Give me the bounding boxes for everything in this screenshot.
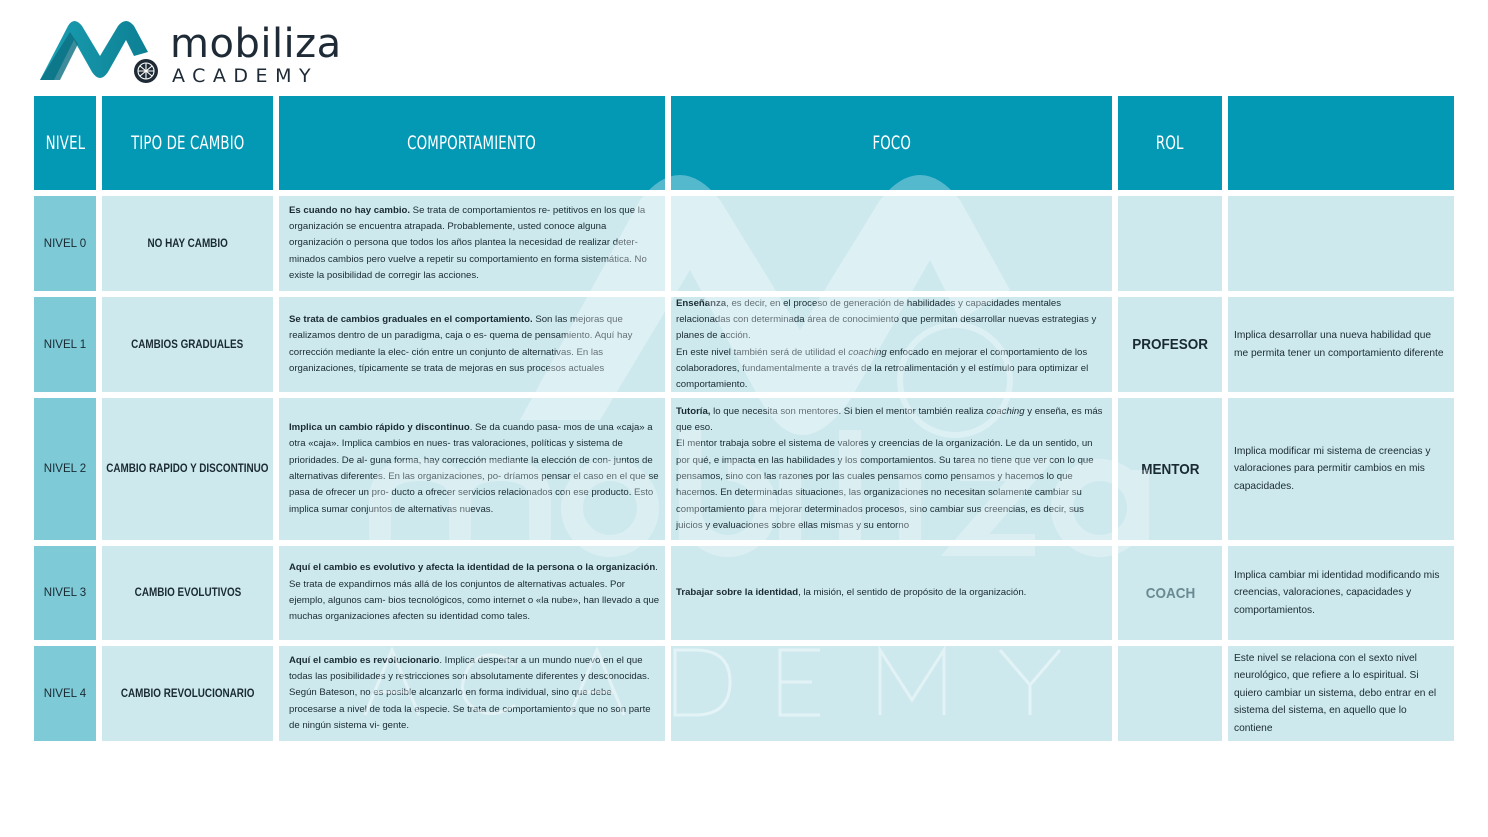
- row-comportamiento: Aquí el cambio es evolutivo y afecta la identidad de la persona o la organización. Se trata de expandirnos más allá de los conjuntos de alternativas actuales. Por ejemplo, algunos cam- bios tecnológicos, como internet o «la nube», han llevado a que muchas organizaciones afecten su identidad como tales.: [279, 546, 665, 640]
- row-extra: Implica modificar mi sistema de creencias y valoraciones para permitir cambios en mis capacidades.: [1228, 398, 1454, 540]
- row-tipo: CAMBIO RAPIDO Y DISCONTINUO: [102, 398, 273, 540]
- header-comportamiento: COMPORTAMIENTO: [279, 96, 665, 190]
- brand-subtitle: ACADEMY: [172, 65, 319, 87]
- row-nivel: NIVEL 4: [34, 646, 96, 741]
- row-foco: Tutoría, lo que necesita son mentores. Si bien el mentor también realiza coaching y enseña, es más que eso. El mentor trabaja sobre el sistema de valores y creencias de la organización. Le da un sentido, un por qué, e impacta en las habilidades y los comportamientos. Su tarea no tiene que ver con lo que pensamos, sino con las razones por las cuales pensamos como pensamos y hacemos lo que hacemos. En determinadas situaciones, las organizaciones no necesitan solamente cambiar su comportamiento para mejorar determinados procesos, sino cambiar sus creencias, es decir, sus juicios y evaluaciones sobre ellas mismas y su entorno: [671, 398, 1112, 540]
- row-rol: COACH: [1118, 546, 1222, 640]
- row-extra: Este nivel se relaciona con el sexto nivel neurológico, que refiere a lo espiritual. Si quiero cambiar un sistema, debo entrar en el sistema del sistema, en aquello que lo contiene: [1228, 646, 1454, 741]
- row-foco: [671, 196, 1112, 291]
- row-tipo: NO HAY CAMBIO: [102, 196, 273, 291]
- row-comportamiento: Se trata de cambios graduales en el comportamiento. Son las mejoras que realizamos dentro de un paradigma, caja o es- quema de pensamiento. Aquí hay corrección mediante la elec- ción entre un conjunto de alternativas. En las organizaciones, típicamente se trata de mejoras en sus procesos actuales: [279, 297, 665, 392]
- row-extra: Implica desarrollar una nueva habilidad que me permita tener un comportamiento diferente: [1228, 297, 1454, 392]
- row-nivel: NIVEL 2: [34, 398, 96, 540]
- brand-name: mobiliza: [170, 21, 342, 67]
- row-extra: [1228, 196, 1454, 291]
- header-nivel: NIVEL: [34, 96, 96, 190]
- header-rol: ROL: [1118, 96, 1222, 190]
- row-rol: [1118, 646, 1222, 741]
- row-nivel: NIVEL 0: [34, 196, 96, 291]
- row-foco: Enseñanza, es decir, en el proceso de generación de habilidades y capacidades mentales relacionadas con determinada área de conocimiento que permitan desarrollar nuevas estrategias y planes de acción. En este nivel también será de utilidad el coaching enfocado en mejorar el comportamiento de los colaboradores, fundamentalmente a través de la retroalimentación y el estímulo para optimizar el comportamiento.: [671, 297, 1112, 392]
- header-extra: [1228, 96, 1454, 190]
- brand-logo: [38, 18, 378, 88]
- row-foco: [671, 646, 1112, 741]
- row-nivel: NIVEL 1: [34, 297, 96, 392]
- mobiliza-logo-icon: [38, 18, 163, 86]
- row-nivel: NIVEL 3: [34, 546, 96, 640]
- row-rol: PROFESOR: [1118, 297, 1222, 392]
- row-tipo: CAMBIO EVOLUTIVOS: [102, 546, 273, 640]
- header-tipo-de-cambio: TIPO DE CAMBIO: [102, 96, 273, 190]
- row-rol: [1118, 196, 1222, 291]
- row-comportamiento: Aquí el cambio es revolucionario. Implica despertar a un mundo nuevo en el que todas las posibilidades y restricciones son absolutamente diferentes y desconocidas. Según Bateson, no es posible alcanzarlo en forma individual, sino que debe procesarse a nivel de toda la especie. Se trata de comportamientos que no son parte de ningún sistema vi- gente.: [279, 646, 665, 741]
- row-comportamiento: Es cuando no hay cambio. Se trata de comportamientos re- petitivos en los que la organización se encuentra atrapada. Probablemente, usted conoce alguna organización o persona que todos los años plantea la necesidad de realizar deter- minados cambios pero vuelve a repetir su comportamiento en forma sistemática. No existe la posibilidad de corregir las acciones.: [279, 196, 665, 291]
- header-foco: FOCO: [671, 96, 1112, 190]
- row-comportamiento: Implica un cambio rápido y discontinuo. Se da cuando pasa- mos de una «caja» a otra «caja». Implica cambios en nues- tras valoraciones, políticas y sistema de prioridades. De al- guna forma, hay corrección mediante la elección de con- juntos de alternativas diferentes. En las organizaciones, po- dríamos pensar el caso en el que se pasa de ofrecer un pro- ducto a ofrecer servicios relacionados con ese producto. Esto implica sumar conjuntos de alternativas nuevas.: [279, 398, 665, 540]
- row-rol: MENTOR: [1118, 398, 1222, 540]
- row-extra: Implica cambiar mi identidad modificando mis creencias, valoraciones, capacidades y comportamientos.: [1228, 546, 1454, 640]
- row-tipo: CAMBIOS GRADUALES: [102, 297, 273, 392]
- row-tipo: CAMBIO REVOLUCIONARIO: [102, 646, 273, 741]
- row-foco: Trabajar sobre la identidad, la misión, el sentido de propósito de la organización.: [671, 546, 1112, 640]
